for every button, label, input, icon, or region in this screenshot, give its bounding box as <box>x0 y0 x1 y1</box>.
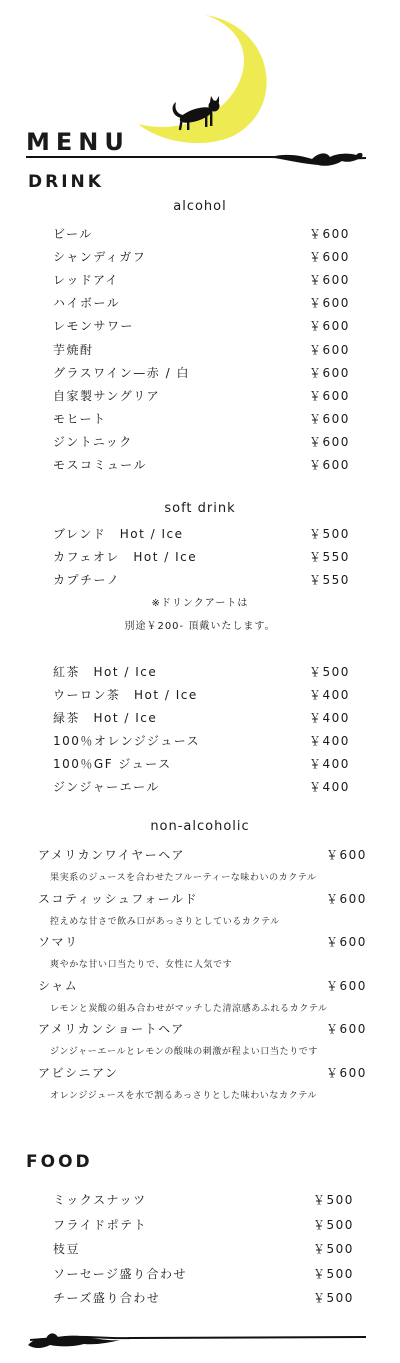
alcohol-item-name: 自家製サングリア <box>53 388 161 403</box>
non-alcoholic-item-name: ソマリ <box>38 935 79 950</box>
food-item-name: フライドポテト <box>53 1217 148 1232</box>
non-alcoholic-item-price: ￥600 <box>326 1022 367 1037</box>
alcohol-item-name: ハイボール <box>53 296 121 311</box>
crescent-moon-icon <box>138 15 267 143</box>
non-alcoholic-item-price: ￥600 <box>326 848 367 862</box>
food-item-price: ￥500 <box>313 1291 354 1305</box>
alcohol-item-price: ￥600 <box>309 342 350 357</box>
non-alcoholic-item-name: アビシニアン <box>38 1066 119 1080</box>
non-alcoholic-item-description: 果実系のジュースを合わせたフルーティーな味わいのカクテル <box>50 873 317 883</box>
food-item-price: ￥500 <box>313 1266 354 1281</box>
coffee-item-price: ￥550 <box>309 573 350 587</box>
alcohol-item-price: ￥600 <box>309 227 350 241</box>
soft-drink-item-name: ジンジャーエール <box>53 780 160 794</box>
alcohol-item-price: ￥600 <box>309 273 350 288</box>
food-item-name: 枝豆 <box>53 1242 81 1256</box>
alcohol-item-price: ￥600 <box>309 388 350 403</box>
food-item-price: ￥500 <box>313 1242 354 1256</box>
food-item-name: チーズ盛り合わせ <box>53 1291 161 1305</box>
coffee-item-price: ￥500 <box>309 527 350 541</box>
non-alcoholic-section-title: non-alcoholic <box>150 819 250 834</box>
non-alcoholic-item-description: レモンと炭酸の組み合わせがマッチした清涼感あふれるカクテル <box>50 1003 328 1014</box>
soft-drink-item-price: ￥400 <box>309 711 350 725</box>
drink-art-note-price: 別途￥200- 頂戴いたします。 <box>124 621 276 632</box>
non-alcoholic-item-description: 控えめな甘さで飲み口があっさりとしているカクテル <box>50 916 280 927</box>
alcohol-item-name: 芋焼酎 <box>53 342 94 357</box>
alcohol-item-price: ￥600 <box>309 434 350 449</box>
non-alcoholic-item-price: ￥600 <box>326 891 367 906</box>
non-alcoholic-item-price: ￥600 <box>326 935 367 950</box>
alcohol-item-name: モヒート <box>53 411 107 426</box>
non-alcoholic-item-name: アメリカンショートヘア <box>38 1022 185 1037</box>
soft-drink-item-name: 100％GF ジュース <box>53 757 172 771</box>
soft-drink-item-name: 100％オレンジジュース <box>53 734 201 748</box>
drink-title: DRINK <box>28 172 104 192</box>
menu-title: MENU <box>26 128 130 156</box>
alcohol-item-name: レッドアイ <box>53 273 119 288</box>
alcohol-item-name: モスコミュール <box>53 458 148 472</box>
food-item-price: ￥500 <box>313 1217 354 1232</box>
non-alcoholic-item-description: オレンジジュースを水で割るあっさりとした味わいなカクテル <box>50 1091 317 1101</box>
alcohol-item-price: ￥600 <box>309 250 350 265</box>
coffee-item-name: ブレンド Hot / Ice <box>53 527 184 541</box>
alcohol-item-name: レモンサワー <box>53 319 135 334</box>
alcohol-item-price: ￥600 <box>309 411 350 426</box>
alcohol-item-price: ￥600 <box>309 319 350 334</box>
soft-drink-item-price: ￥400 <box>309 734 350 748</box>
alcohol-item-name: シャンディガフ <box>53 250 147 265</box>
alcohol-section-title: alcohol <box>173 199 227 214</box>
food-item-name: ソーセージ盛り合わせ <box>53 1266 188 1281</box>
cat-divider-bottom <box>0 1325 400 1355</box>
soft-drink-section-title: soft drink <box>164 501 236 516</box>
non-alcoholic-item-name: アメリカンワイヤーヘア <box>38 848 185 862</box>
lying-cat-silhouette-icon <box>28 1333 120 1348</box>
coffee-item-name: カプチーノ <box>53 573 121 587</box>
cat-divider-top <box>0 145 400 175</box>
soft-drink-item-name: 紅茶 Hot / Ice <box>53 665 158 679</box>
non-alcoholic-item-name: スコティッシュフォールド <box>38 891 198 906</box>
non-alcoholic-item-description: 爽やかな甘い口当たりで、女性に人気です <box>50 960 233 971</box>
alcohol-item-price: ￥600 <box>309 458 350 472</box>
food-title: FOOD <box>26 1152 93 1172</box>
food-item-price: ￥500 <box>313 1193 354 1207</box>
alcohol-item-price: ￥600 <box>309 296 350 311</box>
drink-art-note: ※ドリンクアートは <box>151 598 249 609</box>
alcohol-item-price: ￥600 <box>309 365 350 380</box>
non-alcoholic-item-price: ￥600 <box>326 978 367 993</box>
alcohol-item-name: ジントニック <box>53 434 133 449</box>
non-alcoholic-item-description: ジンジャーエールとレモンの酸味の刺激が程よい口当たりです <box>50 1047 318 1058</box>
non-alcoholic-item-price: ￥600 <box>326 1066 367 1080</box>
lying-cat-silhouette-icon <box>270 153 363 166</box>
alcohol-item-name: ビール <box>53 227 93 241</box>
coffee-item-price: ￥550 <box>309 550 350 564</box>
coffee-item-name: カフェオレ Hot / Ice <box>53 550 198 564</box>
soft-drink-item-price: ￥400 <box>309 780 350 794</box>
soft-drink-item-price: ￥400 <box>309 757 350 771</box>
soft-drink-item-name: ウーロン茶 Hot / Ice <box>53 688 198 702</box>
soft-drink-item-price: ￥500 <box>309 665 350 679</box>
soft-drink-item-name: 緑茶 Hot / Ice <box>53 711 158 725</box>
food-item-name: ミックスナッツ <box>53 1193 147 1207</box>
non-alcoholic-item-name: シャム <box>38 978 79 993</box>
soft-drink-item-price: ￥400 <box>309 688 350 702</box>
alcohol-item-name: グラスワイン—赤 / 白 <box>53 365 190 380</box>
